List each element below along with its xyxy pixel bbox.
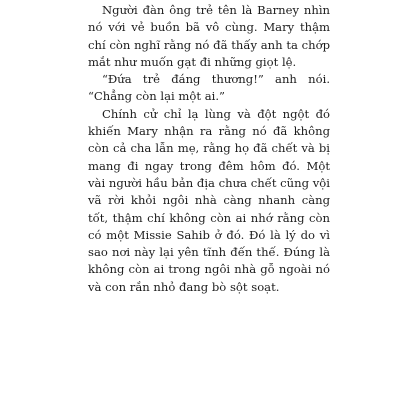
paragraph-2: “Đứa trẻ đáng thương!” anh nói. “Chẳng còn lại một ai.” (88, 72, 330, 104)
page-body-text (88, 2, 330, 296)
paragraph-3: Chính cử chỉ lạ lùng và đột ngột đó khiến Mary nhận ra rằng nó đã không còn cả cha lẫn mẹ, rằng họ đã chết và bị mang đi ngay trong đêm hôm đó. Một vài người hầu bản địa chưa chết cũng vội vã rời khỏi ngôi nhà càng nhanh càng tốt, thậm chí không còn ai nhớ rằng còn có một Missie Sahib ở đó. Đó là lý do vì sao nơi này lại yên tĩnh đến thế. Đúng là không còn ai trong ngôi nhà gỗ ngoài nó và con rắn nhỏ đang bò sột soạt. (88, 106, 330, 294)
paragraph-1: Người đàn ông trẻ tên là Barney nhìn nó với vẻ buồn bã vô cùng. Mary thậm chí còn nghĩ rằng nó đã thấy anh ta chớp mắt như muốn gạt đi những giọt lệ. (88, 3, 330, 69)
